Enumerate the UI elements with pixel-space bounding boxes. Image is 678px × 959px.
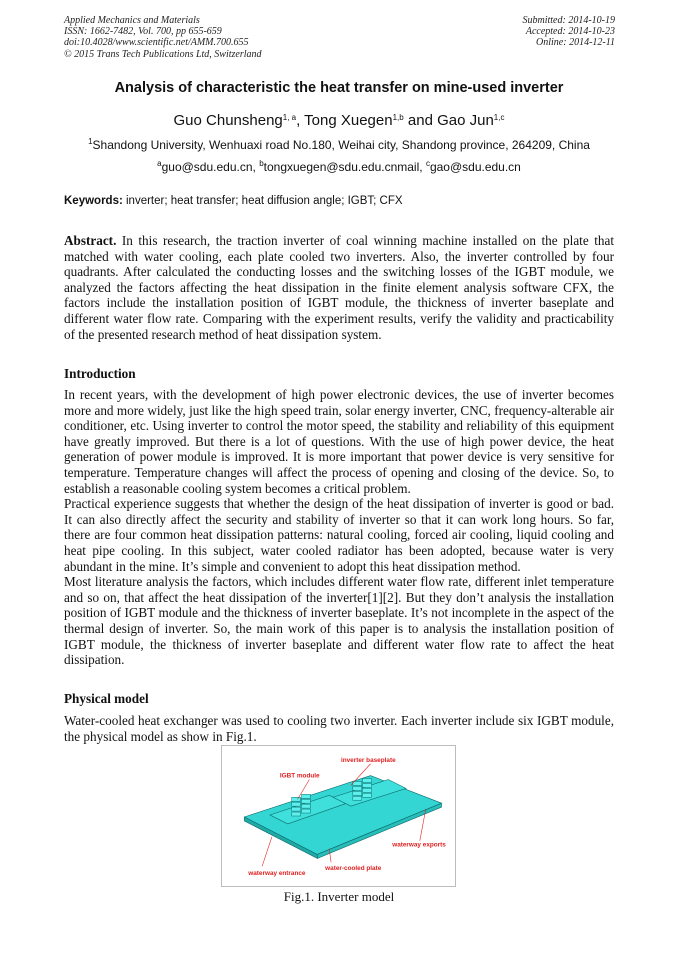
physical-model-body: [64, 713, 614, 744]
accepted-date: Accepted: 2014-10-23: [525, 26, 615, 38]
affiliation: [0, 138, 678, 152]
author-line: [0, 112, 678, 129]
submitted-date: Submitted: 2014-10-19: [522, 15, 615, 26]
inverter-model-figure: [221, 745, 456, 887]
author-3-affil: 1,c: [493, 113, 505, 122]
journal-name: Applied Mechanics and Materials: [64, 15, 200, 26]
author-3: and Gao Jun: [403, 112, 494, 129]
email-b: tongxuegen@sdu.edu.cnmail,: [263, 160, 426, 174]
email-line: [0, 160, 678, 174]
affiliation-marker: 1: [88, 137, 93, 146]
doi-line: doi:10.4028/www.scientific.net/AMM.700.655: [64, 37, 249, 49]
keywords-label: Keywords:: [64, 195, 123, 207]
intro-paragraph-2: Practical experience suggests that whether the design of the heat dissipation of inverter is good or bad. It can also directly affect the security and stability of inverter so that it can work long hours. So far, there are four common heat dissipation patterns: natural cooling, forced air cooling, liquid cooling and heat pipe cooling. In this subject, water cooled radiator has been adopted, because water is very abundant in the mine. It’s simple and convenient to adopt this heat dissipation method.: [64, 496, 614, 574]
keywords: [64, 195, 403, 207]
email-a: guo@sdu.edu.cn,: [161, 160, 260, 174]
label-igbt-module: IGBT module: [279, 772, 320, 780]
paper-title: Analysis of characteristic the heat transfer on mine-used inverter: [114, 80, 564, 96]
abstract: [64, 233, 614, 342]
inverter-model-drawing: [222, 746, 455, 886]
keywords-text: inverter; heat transfer; heat diffusion angle; IGBT; CFX: [122, 195, 403, 207]
label-inverter-baseplate: inverter baseplate: [340, 756, 396, 764]
abstract-label: Abstract.: [64, 233, 117, 248]
physical-model-heading: Physical model: [64, 691, 149, 706]
email-c-marker: c: [425, 159, 430, 168]
dates-header: [523, 15, 616, 49]
physical-model-paragraph: Water-cooled heat exchanger was used to cooling two inverter. Each inverter include six IGBT module, the physical model as show in Fig.1.: [64, 713, 614, 744]
issn-line: ISSN: 1662-7482, Vol. 700, pp 655-659: [64, 26, 222, 38]
intro-paragraph-3: Most literature analysis the factors, which includes different water flow rate, different inlet temperature and so on, that affect the heat dissipation of the inverter[1][2]. But they don’t analysis the installation position of IGBT module and the thickness of inverter baseplate. It’s not incomplete in the aspect of the thermal design of inverter. So, the main work of this paper is to analysis the installation position of IGBT module, the thickness of inverter baseplate and different water flow rate to affect the heat dissipation.: [64, 574, 614, 668]
author-2-affil: 1,b: [392, 113, 404, 122]
affiliation-text: Shandong University, Wenhuaxi road No.180, Weihai city, Shandong province, 264209, China: [92, 138, 590, 152]
email-a-marker: a: [157, 159, 162, 168]
label-water-cooled-plate: water-cooled plate: [325, 865, 382, 873]
author-2: , Tong Xuegen: [296, 112, 393, 129]
copyright-line: © 2015 Trans Tech Publications Ltd, Switzerland: [64, 48, 262, 60]
introduction-heading: Introduction: [64, 366, 136, 381]
intro-paragraph-1: In recent years, with the development of high power electronic devices, the use of inverter becomes more and more widely, just like the high speed train, solar energy inverter, CNC, frequency-alterable air conditioner, etc. Using inverter to control the motor speed, the stability and reliability of this equipment have greatly improved. But there is a lot of questions. With the use of high power device, the heat generation of power module is improved. It is more important that power device is very sensitive for temperature. Temperature changes will affect the process of opening and closing of the device. So, to establish a reasonable cooling system becomes a critical problem.: [64, 387, 614, 496]
figure-caption: Fig.1. Inverter model: [283, 889, 395, 904]
label-waterway-exports: waterway exports: [392, 841, 446, 849]
introduction-body: [64, 387, 614, 668]
email-c: gao@sdu.edu.cn: [429, 160, 521, 174]
abstract-text: In this research, the traction inverter of coal winning machine installed on the plate that matched with water cooling, each plate cooled two inverters. Also, the inverter controlled by four quadrants. After calculated the conducting losses and the switching losses of the IGBT module, we analyzed the factors affecting the heat dissipation in the finite element analysis software CFX, the factors include the installation position of IGBT module, the thickness of inverter baseplate and different water flow rate. Comparing with the experiment results, verify the validity and practicability of the presented research method of heat dissipation system.: [64, 233, 614, 342]
author-1-affil: 1, a: [282, 113, 297, 122]
author-1: Guo Chunsheng: [173, 112, 283, 129]
label-waterway-entrance: waterway entrance: [248, 870, 306, 878]
online-date: Online: 2014-12-11: [536, 37, 615, 49]
journal-header: [64, 15, 262, 60]
email-b-marker: b: [259, 159, 264, 168]
